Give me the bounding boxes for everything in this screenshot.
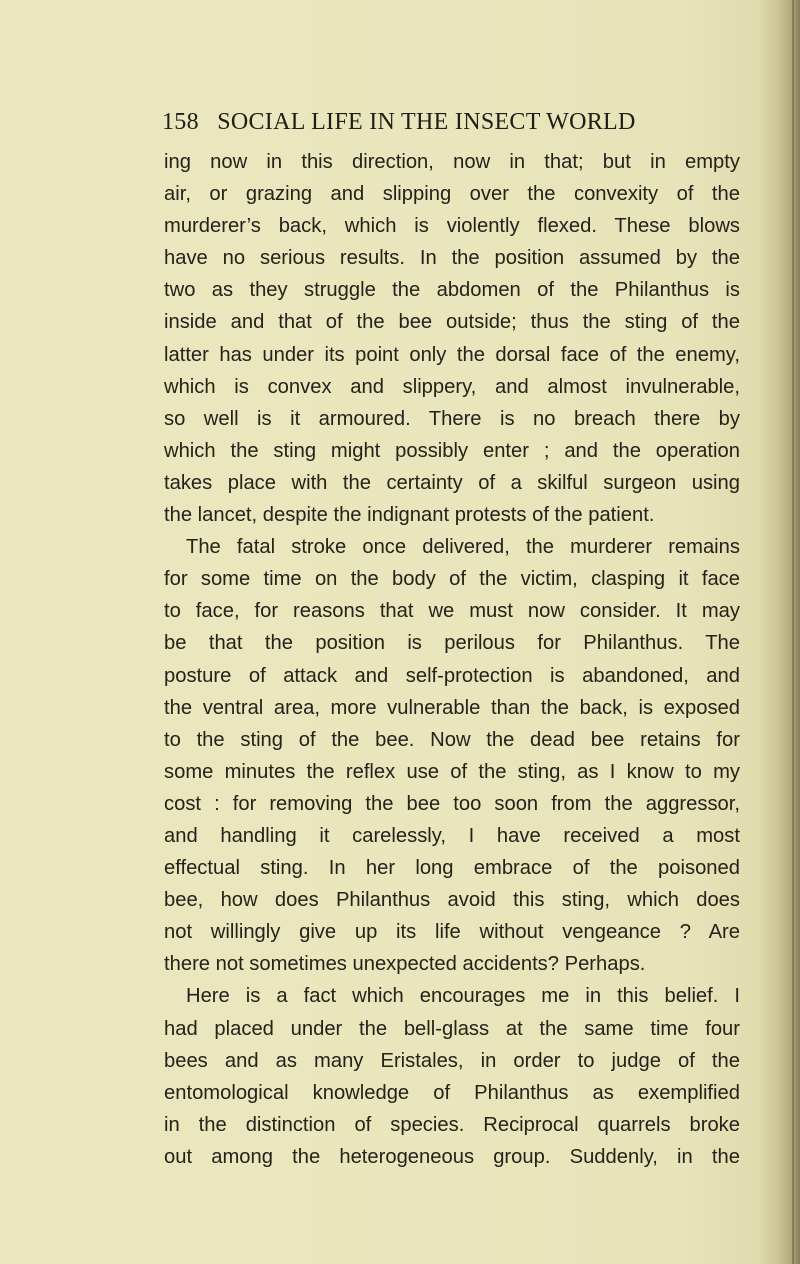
text-line: so well is it armoured. There is no breach there by [164, 407, 740, 430]
text-line: be that the position is perilous for Philanthus. The [164, 632, 740, 655]
text-line: latter has under its point only the dorsal face of the enemy, [164, 343, 740, 366]
text-line: cost : for removing the bee too soon from the aggressor, [164, 792, 740, 815]
text-line: have no serious results. In the position assumed by the [164, 247, 740, 270]
text-line: inside and that of the bee outside; thus the sting of the [164, 311, 740, 334]
text-line: to face, for reasons that we must now consider. It may [164, 600, 740, 623]
text-line: entomological knowledge of Philanthus as exemplified [164, 1081, 740, 1104]
body-text [164, 146, 740, 1173]
text-line: not willingly give up its life without vengeance ? Are [164, 921, 740, 944]
text-line: had placed under the bell-glass at the same time four [164, 1017, 740, 1040]
text-line: out among the heterogeneous group. Suddenly, in the [164, 1145, 740, 1168]
page-edge-line [792, 0, 794, 1264]
text-line: posture of attack and self-protection is abandoned, and [164, 664, 740, 687]
text-line: there not sometimes unexpected accidents? Perhaps. [164, 953, 646, 976]
text-line: effectual sting. In her long embrace of the poisoned [164, 857, 740, 880]
text-line: which the sting might possibly enter ; and the operation [164, 439, 740, 462]
text-line: the ventral area, more vulnerable than the back, is exposed [164, 696, 740, 719]
text-line: two as they struggle the abdomen of the Philanthus is [164, 279, 740, 302]
text-line: which is convex and slippery, and almost invulnerable, [164, 375, 740, 398]
text-line: The fatal stroke once delivered, the murderer remains [186, 536, 740, 559]
text-line: for some time on the body of the victim, clasping it face [164, 568, 740, 591]
text-line: the lancet, despite the indignant protests of the patient. [164, 504, 655, 527]
text-line: ing now in this direction, now in that; but in empty [164, 151, 740, 173]
text-line: and handling it carelessly, I have received a most [164, 824, 740, 847]
text-line: in the distinction of species. Reciprocal quarrels broke [164, 1113, 740, 1136]
text-line: murderer’s back, which is violently flexed. These blows [164, 215, 740, 238]
text-line: air, or grazing and slipping over the convexity of the [164, 183, 740, 206]
text-line: Here is a fact which encourages me in this belief. I [186, 985, 740, 1008]
running-title: SOCIAL LIFE IN THE INSECT WORLD [217, 109, 636, 135]
text-line: some minutes the reflex use of the sting, as I know to my [164, 760, 740, 783]
text-line: bees and as many Eristales, in order to judge of the [164, 1049, 740, 1072]
text-line: takes place with the certainty of a skilful surgeon using [164, 471, 740, 494]
running-head [162, 104, 762, 140]
page-number: 158 [162, 109, 199, 135]
text-line: bee, how does Philanthus avoid this sting, which does [164, 889, 740, 912]
text-line: to the sting of the bee. Now the dead bee retains for [164, 728, 740, 751]
